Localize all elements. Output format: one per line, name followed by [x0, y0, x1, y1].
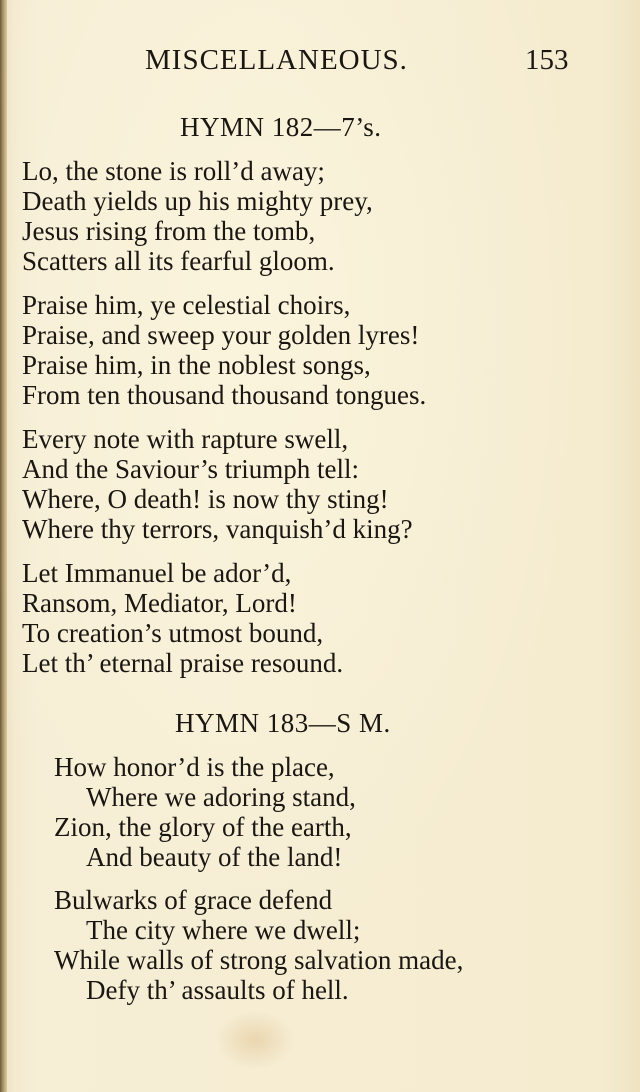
hymn-title: HYMN 182—7’s. — [180, 112, 382, 142]
stanza — [22, 424, 413, 544]
verse-line: And the Saviour’s triumph tell: — [22, 454, 359, 484]
verse-line: The city where we dwell; — [86, 915, 361, 945]
verse-line: Where we adoring stand, — [86, 782, 356, 812]
verse-line: Praise him, ye celestial choirs, — [22, 290, 351, 320]
verse-line: To creation’s utmost bound, — [22, 618, 324, 648]
verse-line: While walls of strong salvation made, — [54, 945, 464, 975]
verse-line: Let th’ eternal praise resound. — [22, 648, 344, 678]
paper-stain — [215, 1010, 295, 1070]
verse-line: Death yields up his mighty prey, — [22, 186, 373, 216]
verse-line: Jesus rising from the tomb, — [22, 216, 316, 246]
verse-line: Where thy terrors, vanquish’d king? — [22, 514, 413, 544]
verse-line: Scatters all its fearful gloom. — [22, 246, 335, 276]
hymn-title: HYMN 183—S M. — [175, 708, 391, 738]
verse-line: From ten thousand thousand tongues. — [22, 380, 427, 410]
verse-line: Bulwarks of grace defend — [54, 885, 333, 915]
verse-line: Lo, the stone is roll’d away; — [22, 156, 325, 186]
verse-line: How honor’d is the place, — [54, 752, 335, 782]
verse-line: Zion, the glory of the earth, — [54, 812, 352, 842]
page-spine-edge — [0, 0, 7, 1092]
stanza — [54, 885, 463, 1005]
stanza — [54, 752, 356, 872]
verse-line: Ransom, Mediator, Lord! — [22, 588, 297, 618]
verse-line: Where, O death! is now thy sting! — [22, 484, 389, 514]
stanza — [22, 156, 373, 276]
stanza — [22, 290, 426, 410]
running-header — [0, 44, 640, 84]
verse-line: Praise, and sweep your golden lyres! — [22, 320, 420, 350]
stanza — [22, 558, 343, 678]
verse-line: And beauty of the land! — [86, 842, 343, 872]
verse-line: Let Immanuel be ador’d, — [22, 558, 292, 588]
verse-line: Praise him, in the noblest songs, — [22, 350, 371, 380]
verse-line: Defy th’ assaults of hell. — [86, 975, 349, 1005]
verse-line: Every note with rapture swell, — [22, 424, 349, 454]
section-title: MISCELLANEOUS. — [145, 44, 408, 76]
page-number: 153 — [525, 44, 569, 76]
